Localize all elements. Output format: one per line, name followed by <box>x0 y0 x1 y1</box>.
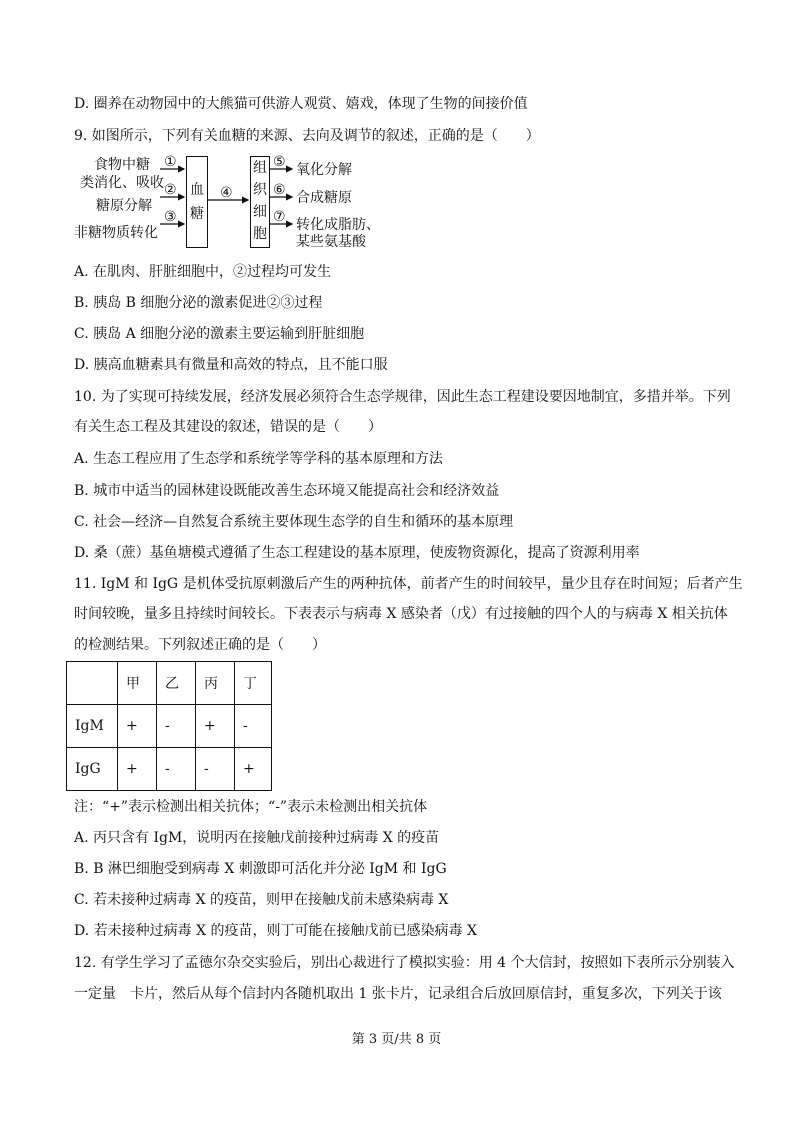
page-footer: 第 3 页/共 8 页 <box>351 1032 442 1047</box>
q9-option-d: D. 胰高血糖素具有微量和高效的特点，且不能口服 <box>74 357 388 373</box>
tissue-char-2: 织 <box>253 182 267 198</box>
label-3: ③ <box>164 209 177 225</box>
output-oxidation: 氧化分解 <box>296 162 352 178</box>
output-glycogen: 合成糖原 <box>296 190 352 206</box>
header-cell: 丙 <box>196 662 235 705</box>
q10-option-b: B. 城市中适当的园林建设既能改善生态环境又能提高社会和经济效益 <box>74 483 500 499</box>
header-cell: 乙 <box>157 662 196 705</box>
q10-option-c: C. 社会—经济—自然复合系统主要体现生态学的自生和循环的基本原理 <box>74 514 514 530</box>
source-food-line1: 食物中糖 <box>94 157 150 173</box>
label-1: ① <box>164 154 177 170</box>
q12-stem-line1: 12. 有学生学习了孟德尔杂交实验后，别出心裁进行了模拟实验：用 4 个大信封，按照如下表所示分别装入 <box>74 955 735 971</box>
q10-option-d: D. 桑（蔗）基鱼塘模式遵循了生态工程建设的基本原理，使废物资源化，提高了资源利用率 <box>74 545 640 561</box>
table-cell: IgG <box>67 748 118 791</box>
table-header-row <box>67 662 272 705</box>
blood-sugar-box <box>186 156 208 248</box>
blood-char-1: 血 <box>190 182 204 198</box>
table-row <box>67 748 272 791</box>
antibody-table <box>66 661 272 791</box>
tissue-char-4: 胞 <box>253 226 267 242</box>
q11-option-b: B. B 淋巴细胞受到病毒 X 刺激即可活化并分泌 IgM 和 IgG <box>74 861 447 877</box>
q11-option-a: A. 丙只含有 IgM，说明丙在接触戊前接种过病毒 X 的疫苗 <box>74 830 440 846</box>
q8-option-d: D. 圈养在动物园中的大熊猫可供游人观赏、嬉戏，体现了生物的间接价值 <box>74 96 528 112</box>
source-nonsugar: 非糖物质转化 <box>74 225 158 241</box>
table-cell: + <box>118 748 157 791</box>
q9-stem: 9. 如图所示，下列有关血糖的来源、去向及调节的叙述，正确的是（ ） <box>74 128 540 144</box>
table-cell: IgM <box>67 705 118 748</box>
output-convert-line1: 转化成脂肪、 <box>296 217 380 233</box>
table-cell: + <box>235 748 272 791</box>
blood-sugar-diagram <box>74 152 404 252</box>
q10-stem-line2: 有关生态工程及其建设的叙述，错误的是（ ） <box>74 419 382 435</box>
q9-option-c: C. 胰岛 A 细胞分泌的激素主要运输到肝脏细胞 <box>74 326 365 342</box>
table-cell: - <box>235 705 272 748</box>
table-cell: - <box>157 705 196 748</box>
q12-stem-line2: 一定量 卡片，然后从每个信封内各随机取出 1 张卡片，记录组合后放回原信封，重复多次，下列关于该 <box>74 986 722 1002</box>
source-food-line2: 类消化、吸收 <box>80 175 164 191</box>
label-2: ② <box>164 182 177 198</box>
label-6: ⑥ <box>273 182 286 198</box>
header-cell: 甲 <box>118 662 157 705</box>
table-cell: - <box>196 748 235 791</box>
q11-stem-line3: 的检测结果。下列叙述正确的是（ ） <box>74 637 326 653</box>
q10-option-a: A. 生态工程应用了生态学和系统学等学科的基本原理和方法 <box>74 451 444 467</box>
tissue-char-1: 组 <box>253 160 267 176</box>
q9-option-b: B. 胰岛 B 细胞分泌的激素促进②③过程 <box>74 295 323 311</box>
header-cell <box>67 662 118 705</box>
q11-option-d: D. 若未接种过病毒 X 的疫苗，则丁可能在接触戊前已感染病毒 X <box>74 923 477 939</box>
output-convert-line2: 某些氨基酸 <box>296 234 366 250</box>
tissue-char-3: 细 <box>253 204 267 220</box>
label-4: ④ <box>220 185 233 201</box>
q9-option-a: A. 在肌肉、肝脏细胞中，②过程均可发生 <box>74 264 332 280</box>
table-cell: + <box>118 705 157 748</box>
q11-option-c: C. 若未接种过病毒 X 的疫苗，则甲在接触戊前未感染病毒 X <box>74 892 449 908</box>
table-row <box>67 705 272 748</box>
source-glycogen: 糖原分解 <box>96 198 152 214</box>
q11-stem-line2: 时间较晚，量多且持续时间较长。下表表示与病毒 X 感染者（戊）有过接触的四个人的与病毒 X 相关抗体 <box>74 606 728 622</box>
q11-stem-line1: 11. IgM 和 IgG 是机体受抗原刺激后产生的两种抗体，前者产生的时间较早，量少且存在时间短；后者产生 <box>74 576 743 592</box>
table-cell: - <box>157 748 196 791</box>
blood-char-2: 糖 <box>190 206 204 222</box>
label-7: ⑦ <box>273 209 286 225</box>
label-5: ⑤ <box>273 154 286 170</box>
header-cell: 丁 <box>235 662 272 705</box>
q10-stem-line1: 10. 为了实现可持续发展，经济发展必须符合生态学规律，因此生态工程建设要因地制宜，多措并举。下列 <box>74 389 731 405</box>
table-cell: + <box>196 705 235 748</box>
q11-note: 注：“+”表示检测出相关抗体；“-”表示未检测出相关抗体 <box>74 799 428 815</box>
